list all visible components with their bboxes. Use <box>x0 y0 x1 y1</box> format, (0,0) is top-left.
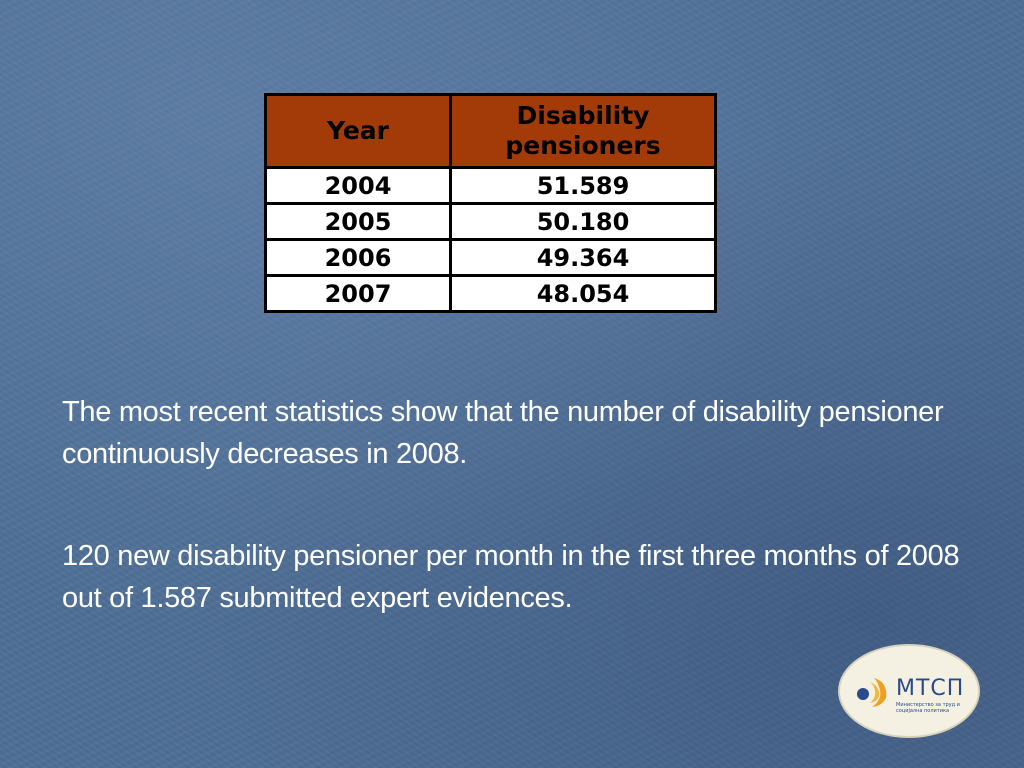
cell-pensioners: 51.589 <box>451 168 716 204</box>
cell-year: 2004 <box>266 168 451 204</box>
logo-text: МТСП <box>896 676 965 701</box>
cell-year: 2006 <box>266 240 451 276</box>
cell-pensioners: 50.180 <box>451 204 716 240</box>
new-pensioners-paragraph: 120 new disability pensioner per month in the first three months of 2008 out of 1.587 submitted expert evidences. <box>62 540 960 614</box>
sun-figure-icon <box>852 674 892 710</box>
table-row <box>266 204 716 240</box>
cell-pensioners: 48.054 <box>451 276 716 312</box>
logo-subtitle: Министерство за труд и социјална политика <box>896 702 960 714</box>
table-header-row <box>266 95 716 168</box>
statistics-paragraph: The most recent statistics show that the number of disability pensioner continuously decreases in 2008. <box>62 396 944 470</box>
cell-year: 2005 <box>266 204 451 240</box>
header-year: Year <box>266 95 451 168</box>
cell-year: 2007 <box>266 276 451 312</box>
header-disability-pensioners: Disability pensioners <box>451 95 716 168</box>
disability-pensioners-table <box>264 93 717 313</box>
ministry-logo <box>838 644 980 738</box>
cell-pensioners: 49.364 <box>451 240 716 276</box>
table-row <box>266 168 716 204</box>
table-row <box>266 240 716 276</box>
table-row <box>266 276 716 312</box>
